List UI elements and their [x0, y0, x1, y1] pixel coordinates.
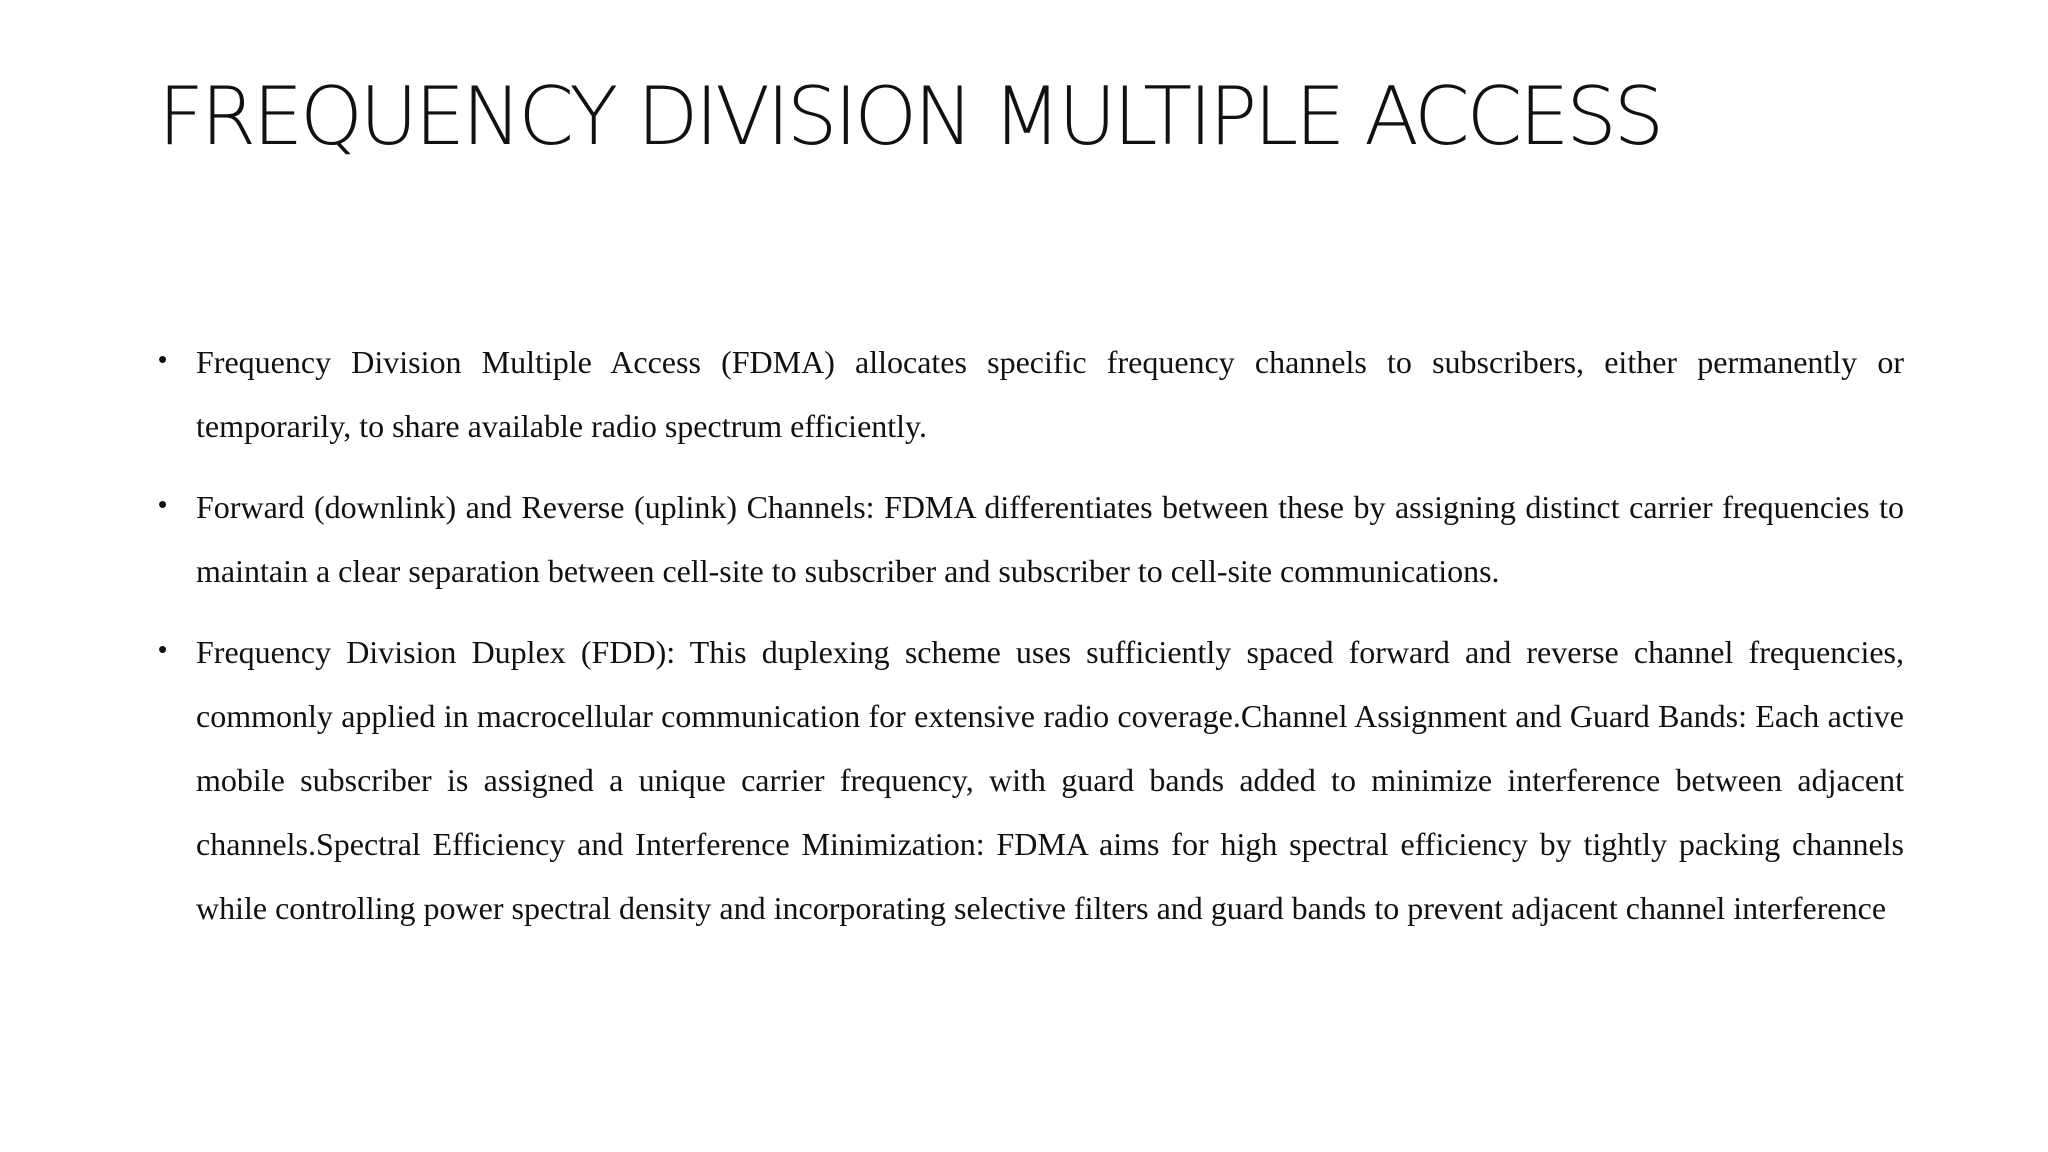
bullet-dot-icon: •	[158, 489, 168, 519]
bullet-text: Forward (downlink) and Reverse (uplink) Channels: FDMA differentiates between these by assigning distinct carrier frequencies to maintain a clear separation between cell-site to subscriber and subscriber to cell-site communications.	[196, 489, 1904, 589]
bullet-dot-icon: •	[158, 634, 168, 664]
bullet-text: Frequency Division Multiple Access (FDMA) allocates specific frequency channels to subscribers, either permanently or temporarily, to share available radio spectrum efficiently.	[196, 344, 1904, 444]
bullet-text: Frequency Division Duplex (FDD): This duplexing scheme uses sufficiently spaced forward and reverse channel frequencies, commonly applied in macrocellular communication for extensive radio coverage.Channel Assignment and Guard Bands: Each active mobile subscriber is assigned a unique carrier frequency, with guard bands added to minimize interference between adjacent channels.Spectral Efficiency and Interference Minimization: FDMA aims for high spectral efficiency by tightly packing channels while controlling power spectral density and incorporating selective filters and guard bands to prevent adjacent channel interference	[196, 634, 1904, 926]
bullet-dot-icon: •	[158, 344, 168, 374]
slide-title: FREQUENCY DIVISION MULTIPLE ACCESS	[158, 70, 1661, 163]
bullet-list	[158, 330, 1904, 957]
bullet-item-frequency-division-duplex	[158, 620, 1904, 940]
bullet-item-fdma-definition	[158, 330, 1904, 458]
bullet-item-forward-reverse-channels	[158, 475, 1904, 603]
